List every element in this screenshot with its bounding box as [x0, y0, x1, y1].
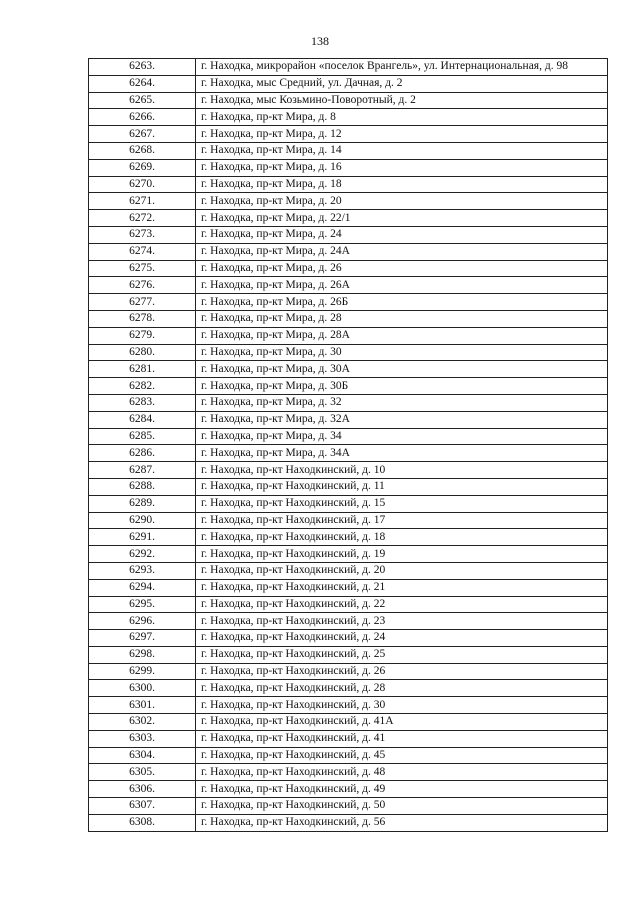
address-cell: г. Находка, пр-кт Находкинский, д. 11: [196, 478, 608, 495]
table-row: [89, 109, 608, 126]
table-row: [89, 781, 608, 798]
address-cell: г. Находка, пр-кт Находкинский, д. 30: [196, 697, 608, 714]
address-cell: г. Находка, пр-кт Мира, д. 30Б: [196, 378, 608, 395]
page-number: 138: [311, 34, 329, 48]
table-row: [89, 327, 608, 344]
table-row: [89, 92, 608, 109]
table-row: [89, 630, 608, 647]
row-number-cell: 6287.: [89, 462, 196, 479]
table-row: [89, 394, 608, 411]
row-number-cell: 6300.: [89, 680, 196, 697]
row-number-cell: 6272.: [89, 210, 196, 227]
table-row: [89, 361, 608, 378]
address-cell: г. Находка, пр-кт Находкинский, д. 56: [196, 814, 608, 831]
row-number-cell: 6273.: [89, 226, 196, 243]
address-cell: г. Находка, мыс Козьмино-Поворотный, д. 2: [196, 92, 608, 109]
address-cell: г. Находка, пр-кт Находкинский, д. 41А: [196, 714, 608, 731]
row-number-cell: 6290.: [89, 512, 196, 529]
address-cell: г. Находка, пр-кт Находкинский, д. 23: [196, 613, 608, 630]
row-number-cell: 6275.: [89, 260, 196, 277]
row-number-cell: 6303.: [89, 730, 196, 747]
row-number-cell: 6269.: [89, 159, 196, 176]
address-cell: г. Находка, пр-кт Мира, д. 34А: [196, 445, 608, 462]
table-row: [89, 176, 608, 193]
address-cell: г. Находка, пр-кт Мира, д. 32А: [196, 411, 608, 428]
row-number-cell: 6283.: [89, 394, 196, 411]
row-number-cell: 6291.: [89, 529, 196, 546]
row-number-cell: 6294.: [89, 579, 196, 596]
row-number-cell: 6280.: [89, 344, 196, 361]
address-cell: г. Находка, пр-кт Мира, д. 34: [196, 428, 608, 445]
table-row: [89, 344, 608, 361]
table-row: [89, 310, 608, 327]
table-row: [89, 512, 608, 529]
address-table-body: [89, 59, 608, 832]
table-row: [89, 75, 608, 92]
table-row: [89, 378, 608, 395]
address-cell: г. Находка, пр-кт Находкинский, д. 19: [196, 546, 608, 563]
row-number-cell: 6264.: [89, 75, 196, 92]
table-row: [89, 159, 608, 176]
address-cell: г. Находка, пр-кт Мира, д. 22/1: [196, 210, 608, 227]
address-cell: г. Находка, пр-кт Мира, д. 12: [196, 126, 608, 143]
row-number-cell: 6298.: [89, 646, 196, 663]
table-row: [89, 243, 608, 260]
row-number-cell: 6284.: [89, 411, 196, 428]
row-number-cell: 6296.: [89, 613, 196, 630]
row-number-cell: 6307.: [89, 798, 196, 815]
table-row: [89, 613, 608, 630]
address-cell: г. Находка, пр-кт Мира, д. 8: [196, 109, 608, 126]
address-cell: г. Находка, пр-кт Находкинский, д. 45: [196, 747, 608, 764]
address-cell: г. Находка, пр-кт Находкинский, д. 18: [196, 529, 608, 546]
table-row: [89, 495, 608, 512]
address-cell: г. Находка, микрорайон «поселок Врангель», ул. Интернациональная, д. 98: [196, 59, 608, 76]
address-cell: г. Находка, пр-кт Мира, д. 26А: [196, 277, 608, 294]
table-row: [89, 445, 608, 462]
table-row: [89, 260, 608, 277]
address-cell: г. Находка, пр-кт Находкинский, д. 49: [196, 781, 608, 798]
address-cell: г. Находка, пр-кт Находкинский, д. 15: [196, 495, 608, 512]
row-number-cell: 6267.: [89, 126, 196, 143]
row-number-cell: 6306.: [89, 781, 196, 798]
address-cell: г. Находка, пр-кт Мира, д. 26: [196, 260, 608, 277]
table-row: [89, 546, 608, 563]
address-cell: г. Находка, пр-кт Находкинский, д. 17: [196, 512, 608, 529]
address-cell: г. Находка, пр-кт Мира, д. 20: [196, 193, 608, 210]
address-cell: г. Находка, пр-кт Мира, д. 26Б: [196, 294, 608, 311]
address-cell: г. Находка, пр-кт Мира, д. 28: [196, 310, 608, 327]
row-number-cell: 6270.: [89, 176, 196, 193]
table-row: [89, 798, 608, 815]
row-number-cell: 6295.: [89, 596, 196, 613]
address-cell: г. Находка, пр-кт Находкинский, д. 50: [196, 798, 608, 815]
row-number-cell: 6276.: [89, 277, 196, 294]
row-number-cell: 6289.: [89, 495, 196, 512]
row-number-cell: 6293.: [89, 562, 196, 579]
table-row: [89, 529, 608, 546]
address-cell: г. Находка, пр-кт Находкинский, д. 22: [196, 596, 608, 613]
table-row: [89, 462, 608, 479]
address-cell: г. Находка, пр-кт Мира, д. 24: [196, 226, 608, 243]
row-number-cell: 6302.: [89, 714, 196, 731]
table-row: [89, 59, 608, 76]
address-cell: г. Находка, пр-кт Мира, д. 28А: [196, 327, 608, 344]
row-number-cell: 6285.: [89, 428, 196, 445]
table-row: [89, 411, 608, 428]
row-number-cell: 6277.: [89, 294, 196, 311]
table-row: [89, 747, 608, 764]
table-row: [89, 142, 608, 159]
address-cell: г. Находка, пр-кт Находкинский, д. 25: [196, 646, 608, 663]
table-row: [89, 680, 608, 697]
table-row: [89, 562, 608, 579]
address-table: [88, 58, 608, 832]
row-number-cell: 6282.: [89, 378, 196, 395]
table-row: [89, 277, 608, 294]
table-row: [89, 730, 608, 747]
table-row: [89, 596, 608, 613]
row-number-cell: 6278.: [89, 310, 196, 327]
row-number-cell: 6274.: [89, 243, 196, 260]
address-cell: г. Находка, пр-кт Мира, д. 18: [196, 176, 608, 193]
address-cell: г. Находка, пр-кт Находкинский, д. 21: [196, 579, 608, 596]
row-number-cell: 6304.: [89, 747, 196, 764]
row-number-cell: 6292.: [89, 546, 196, 563]
address-cell: г. Находка, пр-кт Находкинский, д. 10: [196, 462, 608, 479]
address-cell: г. Находка, пр-кт Находкинский, д. 28: [196, 680, 608, 697]
row-number-cell: 6297.: [89, 630, 196, 647]
table-row: [89, 428, 608, 445]
table-row: [89, 814, 608, 831]
table-row: [89, 126, 608, 143]
table-row: [89, 764, 608, 781]
table-row: [89, 193, 608, 210]
row-number-cell: 6308.: [89, 814, 196, 831]
table-row: [89, 579, 608, 596]
row-number-cell: 6268.: [89, 142, 196, 159]
table-row: [89, 697, 608, 714]
table-row: [89, 210, 608, 227]
row-number-cell: 6286.: [89, 445, 196, 462]
table-row: [89, 714, 608, 731]
row-number-cell: 6305.: [89, 764, 196, 781]
table-row: [89, 478, 608, 495]
address-cell: г. Находка, пр-кт Находкинский, д. 41: [196, 730, 608, 747]
table-row: [89, 663, 608, 680]
address-cell: г. Находка, пр-кт Мира, д. 24А: [196, 243, 608, 260]
row-number-cell: 6279.: [89, 327, 196, 344]
row-number-cell: 6301.: [89, 697, 196, 714]
row-number-cell: 6265.: [89, 92, 196, 109]
row-number-cell: 6281.: [89, 361, 196, 378]
row-number-cell: 6299.: [89, 663, 196, 680]
row-number-cell: 6263.: [89, 59, 196, 76]
address-cell: г. Находка, пр-кт Мира, д. 14: [196, 142, 608, 159]
table-row: [89, 646, 608, 663]
table-row: [89, 294, 608, 311]
row-number-cell: 6271.: [89, 193, 196, 210]
address-cell: г. Находка, пр-кт Находкинский, д. 48: [196, 764, 608, 781]
address-cell: г. Находка, пр-кт Мира, д. 16: [196, 159, 608, 176]
row-number-cell: 6266.: [89, 109, 196, 126]
address-cell: г. Находка, пр-кт Мира, д. 32: [196, 394, 608, 411]
address-cell: г. Находка, пр-кт Находкинский, д. 24: [196, 630, 608, 647]
address-cell: г. Находка, пр-кт Мира, д. 30А: [196, 361, 608, 378]
address-cell: г. Находка, пр-кт Мира, д. 30: [196, 344, 608, 361]
table-row: [89, 226, 608, 243]
address-cell: г. Находка, пр-кт Находкинский, д. 20: [196, 562, 608, 579]
row-number-cell: 6288.: [89, 478, 196, 495]
address-cell: г. Находка, мыс Средний, ул. Дачная, д. 2: [196, 75, 608, 92]
address-cell: г. Находка, пр-кт Находкинский, д. 26: [196, 663, 608, 680]
